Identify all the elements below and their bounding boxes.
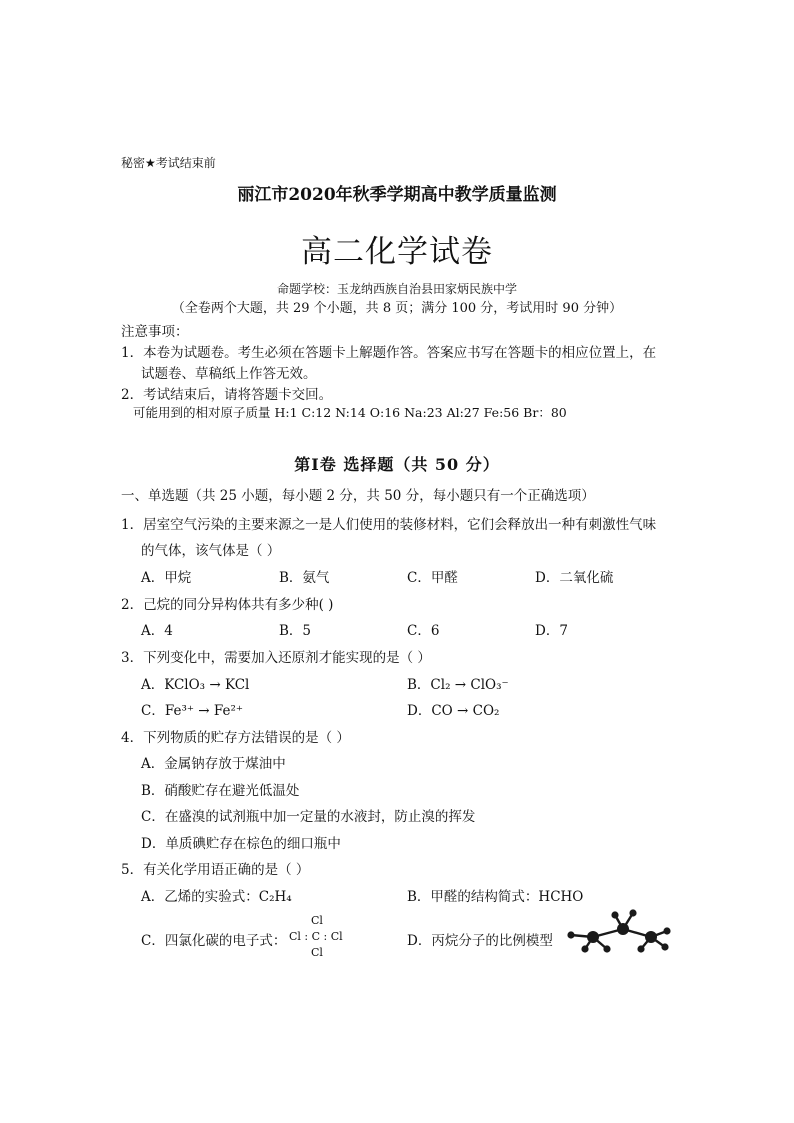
atomic-masses: 可能用到的相对原子质量 H:1 C:12 N:14 O:16 Na:23 Al:27 Fe:56 Br：80	[133, 405, 567, 420]
propane-model-image	[563, 907, 673, 955]
confidential-mark: 秘密★考试结束前	[121, 156, 216, 170]
subject-title: 高二化学试卷	[301, 234, 493, 270]
q5-option-c: C．四氯化碳的电子式：	[141, 933, 287, 949]
q4-option-d: D．单质碘贮存在棕色的细口瓶中	[141, 836, 341, 852]
ccl4-electron-formula	[289, 914, 349, 960]
notes-heading: 注意事项：	[121, 324, 189, 340]
notes-item-1-cont: 试题卷、草稿纸上作答无效。	[141, 366, 317, 382]
lewis-middle-row: Cl : C : Cl	[289, 930, 343, 943]
school-line: 命题学校：玉龙纳西族自治县田家炳民族中学	[276, 282, 517, 296]
q1-option-c: C．甲醛	[407, 570, 458, 586]
notes-item-1: 1．本卷为试题卷。考生必须在答题卡上解题作答。答案应书写在答题卡的相应位置上，在	[121, 345, 657, 361]
section-title: 第Ⅰ卷 选择题（共 50 分）	[294, 455, 500, 474]
q5-option-d: D．丙烷分子的比例模型	[407, 933, 553, 949]
exam-title: 丽江市2020年秋季学期高中教学质量监测	[237, 185, 557, 205]
q4-stem: 4．下列物质的贮存方法错误的是（ ）	[121, 730, 350, 746]
q5-stem: 5．有关化学用语正确的是（ ）	[121, 862, 310, 878]
q2-option-a: A．4	[141, 623, 173, 639]
q1-stem: 1．居室空气污染的主要来源之一是人们使用的装修材料，它们会释放出一种有刺激性气味	[121, 517, 657, 533]
q1-option-d: D．二氧化硫	[535, 570, 614, 586]
lewis-bottom-cl: Cl	[311, 946, 323, 959]
q3-option-b: B．Cl₂ → ClO₃⁻	[407, 677, 509, 693]
q1-option-a: A．甲烷	[141, 570, 192, 586]
q3-option-d: D．CO → CO₂	[407, 703, 500, 719]
q2-option-b: B．5	[279, 623, 312, 639]
q3-stem: 3．下列变化中，需要加入还原剂才能实现的是（ ）	[121, 650, 431, 666]
q2-option-c: C．6	[407, 623, 440, 639]
q2-option-d: D．7	[535, 623, 568, 639]
q1-stem-cont: 的气体，该气体是（ ）	[141, 543, 281, 559]
q4-option-b: B．硝酸贮存在避光低温处	[141, 783, 300, 799]
q2-stem: 2．己烷的同分异构体共有多少种( )	[121, 597, 334, 613]
notes-item-2: 2．考试结束后，请将答题卡交回。	[121, 387, 333, 403]
q4-option-c: C．在盛溴的试剂瓶中加一定量的水液封，防止溴的挥发	[141, 809, 476, 825]
q5-option-b: B．甲醛的结构简式：HCHO	[407, 889, 584, 905]
q3-option-c: C．Fe³⁺ → Fe²⁺	[141, 703, 244, 719]
exam-info: （全卷两个大题，共 29 个小题，共 8 页；满分 100 分，考试用时 90 分钟）	[171, 301, 623, 316]
section-instruction: 一、单选题（共 25 小题，每小题 2 分，共 50 分，每小题只有一个正确选项）	[121, 488, 595, 504]
lewis-top-cl: Cl	[311, 914, 323, 927]
q1-option-b: B．氨气	[279, 570, 330, 586]
q5-option-a: A．乙烯的实验式：C₂H₄	[141, 889, 292, 905]
q3-option-a: A．KClO₃ → KCl	[141, 677, 250, 693]
q4-option-a: A．金属钠存放于煤油中	[141, 756, 286, 772]
